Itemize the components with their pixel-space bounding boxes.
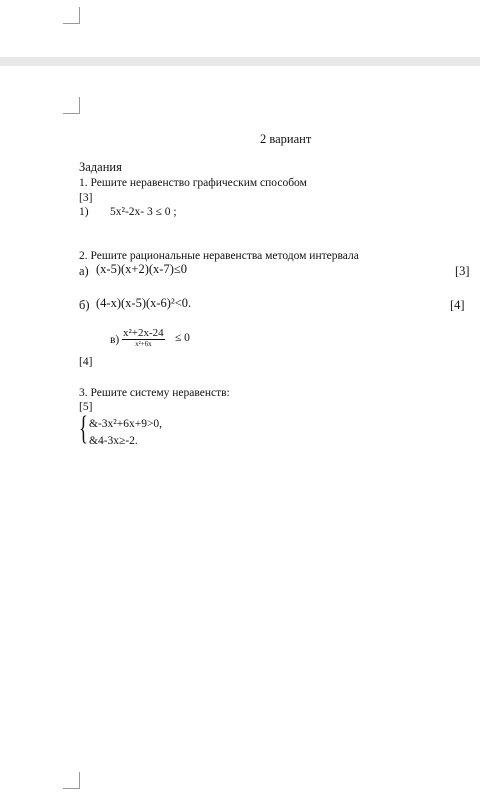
task2-text: 2. Решите рациональные неравенства методом интервала	[79, 250, 359, 262]
task2-b-label: б)	[79, 298, 90, 312]
document-page	[0, 66, 480, 800]
task2-c-label: в)	[110, 334, 120, 346]
task3-text: 3. Решите систему неравенств:	[79, 387, 230, 399]
previous-page	[0, 0, 480, 57]
task2-c-rhs: ≤ 0	[175, 332, 190, 344]
task1-points: [3]	[79, 192, 93, 204]
system-line-1: &-3x²+6x+9>0,	[89, 418, 163, 430]
task2-a-label: а)	[79, 264, 89, 278]
page-corner-mark	[63, 7, 80, 24]
fraction-denominator: x²+6x	[135, 340, 152, 348]
variant-title: 2 вариант	[260, 132, 312, 146]
tasks-heading: Задания	[79, 160, 122, 174]
task2-a-points: [3]	[455, 264, 470, 278]
task1-text: 1. Решите неравенство графическим способом	[79, 177, 307, 189]
system-brace: {	[79, 410, 88, 447]
task2-a-expression: (x-5)(x+2)(x-7)≤0	[96, 262, 187, 276]
page-corner-mark	[63, 97, 80, 114]
task1-item-expression: 5x²-2x- 3 ≤ 0 ;	[110, 206, 177, 218]
task2-b-expression: (4-x)(x-5)(x-6)²<0.	[96, 296, 192, 310]
task2-c-fraction	[122, 327, 165, 348]
task3-points: [5]	[79, 401, 93, 413]
task1-item-number: 1)	[79, 206, 89, 218]
task2-c-points: [4]	[79, 356, 93, 368]
page-corner-mark	[63, 772, 80, 789]
task2-b-points: [4]	[450, 298, 465, 312]
system-line-2: &4-3x≥-2.	[89, 435, 138, 447]
fraction-numerator: x²+2x-24	[123, 327, 164, 339]
